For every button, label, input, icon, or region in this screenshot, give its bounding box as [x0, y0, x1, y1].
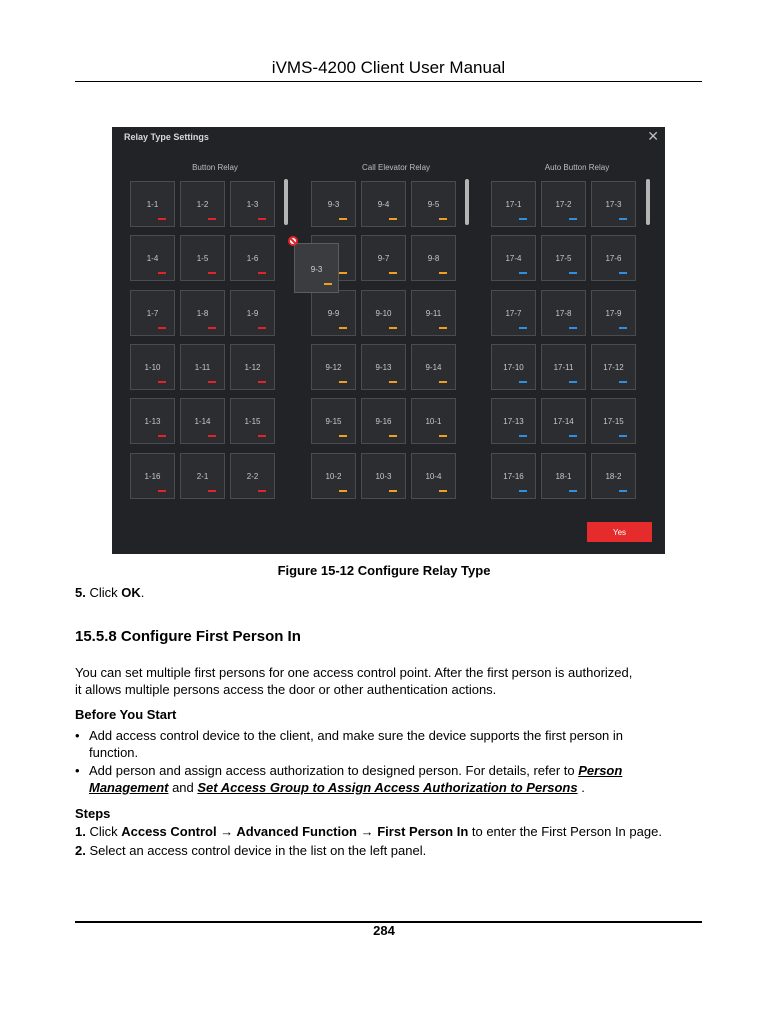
relay-tile-label: 9-13 [375, 363, 392, 372]
relay-type-indicator [619, 327, 627, 329]
relay-tile[interactable] [541, 235, 586, 281]
relay-type-indicator [569, 327, 577, 329]
relay-tile[interactable] [361, 181, 406, 227]
relay-tile[interactable] [361, 344, 406, 390]
relay-type-indicator [569, 272, 577, 274]
relay-tile[interactable] [311, 344, 356, 390]
relay-tile[interactable] [130, 453, 175, 499]
relay-tile-label: 9-14 [425, 363, 442, 372]
relay-tile-label: 17-13 [503, 417, 524, 426]
relay-type-indicator [439, 435, 447, 437]
relay-tile[interactable] [230, 453, 275, 499]
column-title-button-relay: Button Relay [192, 163, 238, 172]
relay-tile-label: 17-15 [603, 417, 624, 426]
relay-tile-label: 9-8 [427, 254, 440, 263]
relay-tile[interactable] [591, 235, 636, 281]
relay-tile[interactable] [311, 181, 356, 227]
column-title-call-elevator-relay: Call Elevator Relay [361, 163, 431, 172]
relay-type-indicator [569, 381, 577, 383]
relay-tile-label: 1-9 [246, 309, 259, 318]
relay-tile-label: 1-14 [194, 417, 211, 426]
person-management-link[interactable]: Management [89, 780, 169, 795]
relay-tile-label: 18-1 [555, 472, 572, 481]
relay-tile-label: 9-4 [377, 200, 390, 209]
relay-type-indicator [339, 490, 347, 492]
relay-tile-label: 9-15 [325, 417, 342, 426]
relay-type-indicator [439, 218, 447, 220]
relay-tile[interactable] [180, 181, 225, 227]
relay-tile[interactable] [491, 398, 536, 444]
bullet-dot: • [75, 728, 80, 743]
dragging-relay-tile[interactable] [294, 243, 339, 293]
relay-tile[interactable] [361, 290, 406, 336]
relay-type-indicator [619, 272, 627, 274]
relay-tile-label: 17-9 [605, 309, 622, 318]
relay-tile-label: 17-1 [505, 200, 522, 209]
relay-type-indicator [208, 218, 216, 220]
relay-type-indicator [619, 490, 627, 492]
relay-tile-label: 9-7 [377, 254, 390, 263]
relay-tile-label: 1-11 [194, 363, 211, 372]
relay-tile-label: 17-6 [605, 254, 622, 263]
relay-tile[interactable] [591, 181, 636, 227]
relay-tile-label: 9-5 [427, 200, 440, 209]
relay-tile-label: 1-16 [144, 472, 161, 481]
bullet-dot: • [75, 763, 80, 778]
relay-type-indicator [258, 272, 266, 274]
relay-tile[interactable] [311, 398, 356, 444]
relay-type-indicator [324, 283, 332, 285]
relay-tile[interactable] [491, 290, 536, 336]
relay-tile[interactable] [491, 235, 536, 281]
relay-type-indicator [258, 218, 266, 220]
close-icon[interactable]: ✕ [647, 128, 659, 144]
relay-tile-label: 1-6 [246, 254, 259, 263]
relay-tile[interactable] [180, 344, 225, 390]
relay-tile-label: 1-8 [196, 309, 209, 318]
relay-type-indicator [519, 490, 527, 492]
relay-tile-label: 9-9 [327, 309, 340, 318]
relay-tile[interactable] [591, 344, 636, 390]
relay-tile[interactable] [411, 453, 456, 499]
relay-tile[interactable] [230, 290, 275, 336]
relay-tile-label: 1-15 [244, 417, 261, 426]
relay-tile-label: 1-10 [144, 363, 161, 372]
relay-tile[interactable] [230, 235, 275, 281]
relay-type-indicator [389, 435, 397, 437]
relay-type-indicator [208, 490, 216, 492]
relay-type-indicator [158, 435, 166, 437]
relay-type-settings-dialog [112, 127, 665, 554]
relay-tile-label: 17-7 [505, 309, 522, 318]
person-management-link[interactable]: Person [578, 763, 623, 778]
relay-tile-label: 17-10 [503, 363, 524, 372]
intro-line-2: it allows multiple persons access the door or other authentication actions. [75, 682, 497, 697]
relay-type-indicator [158, 327, 166, 329]
relay-tile[interactable] [361, 235, 406, 281]
relay-tile[interactable] [541, 453, 586, 499]
relay-tile[interactable] [591, 453, 636, 499]
relay-tile-label: 9-12 [325, 363, 342, 372]
page-number: 284 [373, 923, 395, 938]
before-you-start-heading: Before You Start [75, 707, 177, 722]
relay-type-indicator [258, 490, 266, 492]
relay-type-indicator [569, 490, 577, 492]
relay-tile[interactable] [491, 181, 536, 227]
relay-tile[interactable] [130, 235, 175, 281]
figure-caption: Figure 15-12 Configure Relay Type [277, 563, 491, 578]
relay-type-indicator [519, 218, 527, 220]
column-title-auto-button-relay: Auto Button Relay [544, 163, 610, 172]
relay-type-indicator [208, 327, 216, 329]
relay-tile-label: 17-2 [555, 200, 572, 209]
relay-tile-label: 17-5 [555, 254, 572, 263]
step-1: 1. Click Access Control → Advanced Function → First Person In to enter the First Person In page. [75, 824, 662, 839]
relay-tile-label: 2-2 [246, 472, 259, 481]
relay-tile-label: 1-5 [196, 254, 209, 263]
relay-tile-label: 1-7 [146, 309, 159, 318]
relay-tile-label: 17-16 [503, 472, 524, 481]
relay-type-indicator [158, 218, 166, 220]
relay-tile[interactable] [180, 453, 225, 499]
page-header: iVMS-4200 Client User Manual [75, 57, 702, 82]
relay-type-indicator [389, 272, 397, 274]
relay-type-indicator [258, 435, 266, 437]
relay-tile[interactable] [411, 398, 456, 444]
scrollbar-button-relay[interactable] [284, 179, 288, 225]
relay-type-indicator [339, 435, 347, 437]
relay-type-indicator [258, 381, 266, 383]
section-title: 15.5.8 Configure First Person In [75, 628, 301, 645]
relay-type-indicator [439, 490, 447, 492]
relay-tile[interactable] [311, 453, 356, 499]
relay-tile[interactable] [491, 344, 536, 390]
scrollbar-auto-button-relay[interactable] [646, 179, 650, 225]
relay-type-indicator [389, 381, 397, 383]
relay-tile-label: 10-1 [425, 417, 442, 426]
relay-type-indicator [339, 272, 347, 274]
relay-tile-label: 1-13 [144, 417, 161, 426]
relay-tile-label: 9-11 [425, 309, 442, 318]
relay-tile[interactable] [311, 290, 356, 336]
relay-type-indicator [519, 327, 527, 329]
relay-tile[interactable] [541, 181, 586, 227]
relay-tile-label: 18-2 [605, 472, 622, 481]
relay-type-indicator [208, 381, 216, 383]
relay-tile[interactable] [230, 398, 275, 444]
no-drop-icon [288, 236, 298, 246]
relay-type-indicator [619, 381, 627, 383]
relay-type-indicator [389, 218, 397, 220]
relay-tile-label: 2-1 [196, 472, 209, 481]
relay-tile[interactable] [491, 453, 536, 499]
relay-tile-label: 1-1 [146, 200, 159, 209]
relay-tile-label: 17-3 [605, 200, 622, 209]
relay-tile[interactable] [230, 181, 275, 227]
set-access-group-link[interactable]: Set Access Group to Assign Access Authorization to Persons [197, 780, 578, 795]
relay-tile[interactable] [411, 235, 456, 281]
relay-type-indicator [619, 218, 627, 220]
relay-tile[interactable] [230, 344, 275, 390]
relay-tile[interactable] [130, 344, 175, 390]
relay-tile-label: 9-16 [375, 417, 392, 426]
relay-type-indicator [258, 327, 266, 329]
dialog-title: Relay Type Settings [124, 132, 209, 142]
relay-tile-label: 17-4 [505, 254, 522, 263]
relay-type-indicator [158, 381, 166, 383]
yes-button[interactable]: Yes [587, 522, 652, 542]
relay-tile-label: 10-4 [425, 472, 442, 481]
relay-type-indicator [208, 272, 216, 274]
relay-type-indicator [439, 272, 447, 274]
relay-tile[interactable] [180, 235, 225, 281]
bullet-1-continuation: function. [89, 745, 139, 760]
scrollbar-call-elevator-relay[interactable] [465, 179, 469, 225]
relay-tile-label: 9-10 [375, 309, 392, 318]
relay-type-indicator [339, 218, 347, 220]
relay-tile-label: 1-4 [146, 254, 159, 263]
relay-type-indicator [619, 435, 627, 437]
relay-tile-label: 17-11 [553, 363, 574, 372]
relay-tile[interactable] [541, 398, 586, 444]
relay-type-indicator [339, 327, 347, 329]
step-5: 5. Click OK. [75, 585, 145, 600]
relay-tile[interactable] [180, 290, 225, 336]
relay-tile[interactable] [411, 290, 456, 336]
relay-tile-label: 1-3 [246, 200, 259, 209]
relay-tile-label: 17-12 [603, 363, 624, 372]
relay-tile-label: 17-14 [553, 417, 574, 426]
dragging-relay-label: 9-3 [310, 265, 323, 274]
relay-tile-label: 10-2 [325, 472, 342, 481]
step-2: 2. Select an access control device in the list on the left panel. [75, 843, 427, 858]
relay-tile-label: 17-8 [555, 309, 572, 318]
relay-type-indicator [519, 381, 527, 383]
relay-tile[interactable] [361, 453, 406, 499]
relay-tile-label: 9-3 [327, 200, 340, 209]
relay-tile[interactable] [591, 290, 636, 336]
relay-tile[interactable] [541, 290, 586, 336]
relay-type-indicator [439, 327, 447, 329]
relay-type-indicator [339, 381, 347, 383]
relay-type-indicator [158, 272, 166, 274]
intro-line-1: You can set multiple first persons for one access control point. After the first person is authorized, [75, 665, 633, 680]
relay-type-indicator [389, 490, 397, 492]
relay-type-indicator [208, 435, 216, 437]
relay-tile[interactable] [180, 398, 225, 444]
relay-tile[interactable] [361, 398, 406, 444]
relay-tile[interactable] [411, 344, 456, 390]
relay-tile[interactable] [130, 181, 175, 227]
relay-type-indicator [158, 490, 166, 492]
relay-tile[interactable] [130, 290, 175, 336]
steps-heading: Steps [75, 806, 111, 821]
relay-type-indicator [389, 327, 397, 329]
relay-tile-label: 1-2 [196, 200, 209, 209]
bullet-2-continuation: Management and Set Access Group to Assign Access Authorization to Persons . [89, 780, 585, 795]
relay-type-indicator [439, 381, 447, 383]
relay-tile-label: 10-3 [375, 472, 392, 481]
relay-tile[interactable] [591, 398, 636, 444]
relay-type-indicator [519, 272, 527, 274]
relay-type-indicator [569, 218, 577, 220]
relay-type-indicator [569, 435, 577, 437]
relay-tile[interactable] [411, 181, 456, 227]
relay-tile-label: 1-12 [244, 363, 261, 372]
relay-tile[interactable] [130, 398, 175, 444]
relay-tile[interactable] [541, 344, 586, 390]
relay-type-indicator [519, 435, 527, 437]
